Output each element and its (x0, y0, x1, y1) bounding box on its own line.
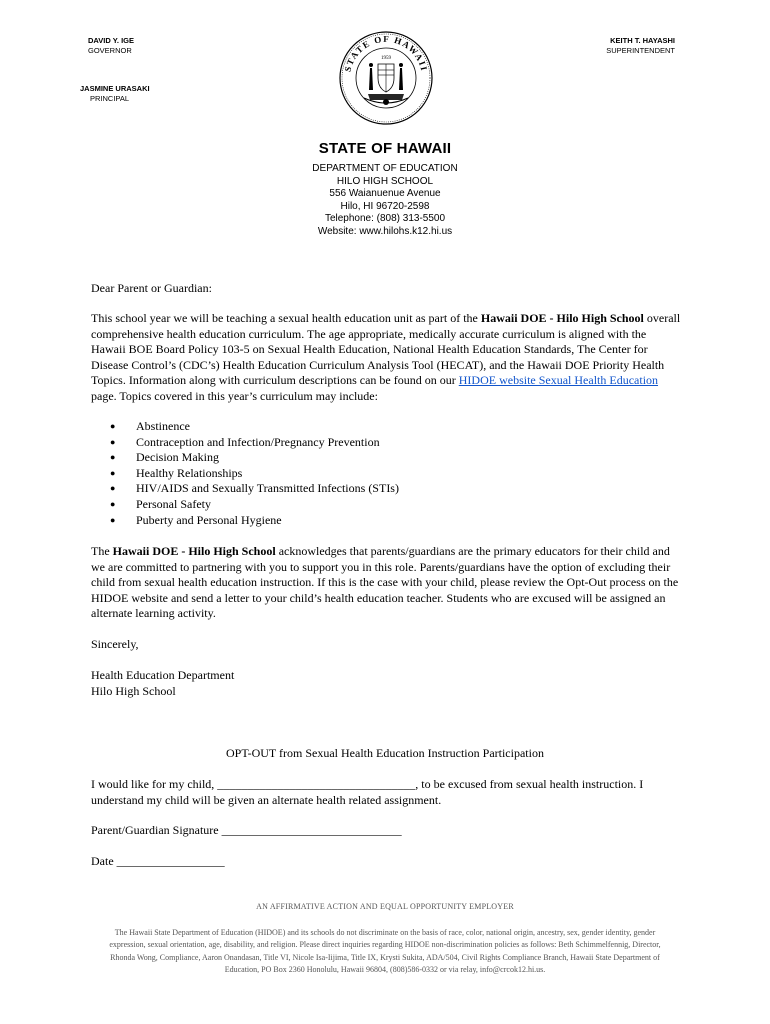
list-item: ● Personal Safety (110, 497, 399, 513)
school-bold-name: Hawaii DOE - Hilo High School (112, 544, 276, 558)
list-item: ● HIV/AIDS and Sexually Transmitted Infections (STIs) (110, 481, 399, 497)
letterhead-state-title: STATE OF HAWAII (318, 140, 452, 157)
optout-title: OPT-OUT from Sexual Health Education Instruction Participation (226, 746, 544, 760)
governor-block (88, 36, 134, 56)
list-item: ● Contraception and Infection/Pregnancy Prevention (110, 435, 399, 451)
list-item: ● Decision Making (110, 450, 399, 466)
optout-statement: I would like for my child, _________________________________, to be excused from sexual health instruction. I understand my child will be given an alternate health related assignment. (91, 777, 644, 807)
hidoe-website-link[interactable]: HIDOE website Sexual Health Education (458, 373, 659, 388)
school-bold-name: Hawaii DOE - Hilo High School (480, 311, 644, 325)
intro-text-c: page. Topics covered in this year’s curriculum may include: (91, 388, 378, 403)
street-address: 556 Waianuenue Avenue (329, 188, 441, 200)
footer-nondiscrimination-text: The Hawaii State Department of Education (HIDOE) and its schools do not discriminate on the basis of race, color, national origin, ancestry, sex, gender identity, gender expression, sexual orientation, age, disability, and religion. Please direct inquiries regarding HIDOE non-discrimination policies as follows: Beth Schimmelfennig, Director, Rhonda Wong, Compliance, Aaron Onandasan, Title VI, Nicole Isa-Iijima, Title IX, Krysti Sukita, ADA/504, Civil Rights Compliance Branch, Hawaii State Department of Education, PO Box 2360 Honolulu, Hawaii 96804, (808)586-0332 or via relay, info@crcok12.hi.us. (109, 928, 661, 975)
superintendent-title: SUPERINTENDENT (606, 46, 675, 55)
city-address: Hilo, HI 96720-2598 (340, 200, 430, 212)
sender-school: Hilo High School (91, 683, 176, 698)
intro-text-a: This school year we will be teaching a sexual health education unit as part of the (91, 311, 481, 325)
sender-department: Health Education Department (91, 668, 235, 682)
sender-block (91, 668, 681, 699)
telephone: Telephone: (808) 313-5500 (324, 213, 446, 225)
principal-name: JASMINE URASAKI (80, 84, 150, 93)
list-item: ● Puberty and Personal Hygiene (110, 513, 399, 529)
principal-block (80, 84, 150, 104)
topics-list (110, 419, 399, 528)
greeting: Dear Parent or Guardian: (91, 281, 212, 295)
principal-title: PRINCIPAL (90, 94, 130, 103)
governor-name: DAVID Y. IGE (88, 36, 134, 45)
acknowledgement-paragraph (91, 544, 681, 622)
governor-title: GOVERNOR (88, 46, 132, 55)
department-name: DEPARTMENT OF EDUCATION (312, 163, 458, 174)
seal-year: 1959 (381, 56, 391, 61)
superintendent-block (606, 36, 675, 56)
website: Website: www.hilohs.k12.hi.us (317, 225, 453, 237)
intro-paragraph (91, 311, 681, 405)
ack-text-a: The (91, 544, 113, 558)
list-item: ● Healthy Relationships (110, 466, 399, 482)
footer-title: AN AFFIRMATIVE ACTION AND EQUAL OPPORTUNITY EMPLOYER (256, 902, 514, 911)
letterhead-address (0, 163, 770, 239)
closing: Sincerely, (91, 637, 139, 651)
date-line: Date __________________ (91, 854, 225, 868)
intro-text-b: overall comprehensive health education curriculum. The age appropriate, medically accurate curriculum is aligned with the Hawaii BOE Board Policy 103-5 on Sexual Health Education, National Health Education Standards, The Center for Disease Control’s (CDC’s) Health Education Curriculum Analysis Tool (HECAT), and the Hawaii DOE Priority Health Topics. Information along with curriculum descriptions can be found on our (91, 311, 681, 388)
superintendent-name: KEITH T. HAYASHI (610, 36, 675, 45)
school-name: HILO HIGH SCHOOL (336, 175, 434, 187)
list-item: ● Abstinence (110, 419, 399, 435)
state-seal-icon (338, 30, 434, 126)
guardian-signature-line: Parent/Guardian Signature ______________________________ (91, 823, 402, 837)
seal-ring-text: STATE OF HAWAII (342, 33, 430, 73)
ack-text-b: acknowledges that parents/guardians are the primary educators for their child and we are committed to partnering with you to support you in this role. Parents/guardians have the option of excluding their child from sexual health education instruction. If this is the case with your child, please review the Opt-Out process on the HIDOE website and send a letter to your child’s health education teacher. Students who are excused will be assigned an alternate learning activity. (91, 544, 679, 621)
